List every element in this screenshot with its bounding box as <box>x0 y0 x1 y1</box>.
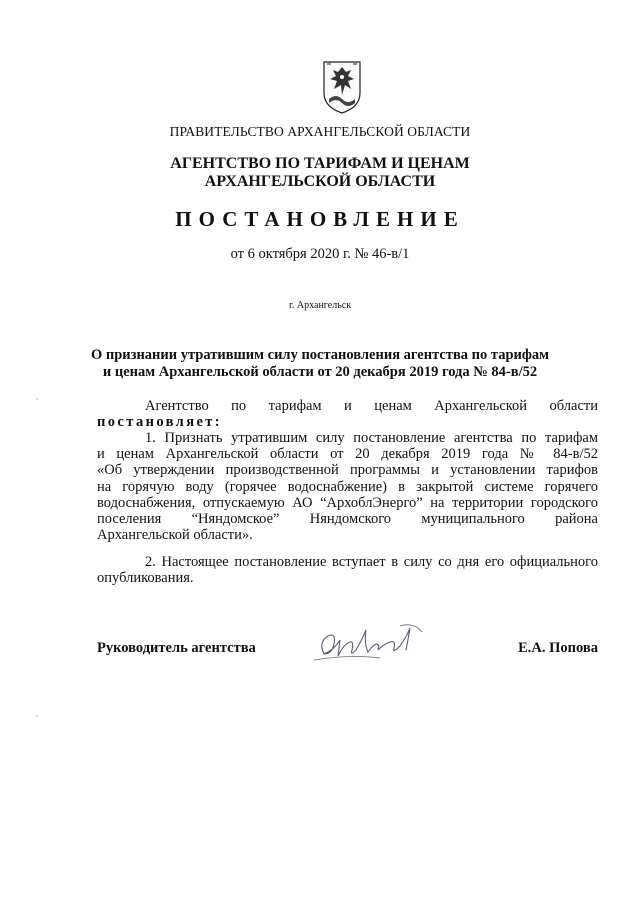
item-1-line1: 1. Признать утратившим силу постановление агентства по тарифам <box>145 430 598 446</box>
signer-name: Е.А. Попова <box>518 640 598 656</box>
handwritten-signature <box>310 614 430 668</box>
item-1-paragraph <box>97 430 598 543</box>
item-1-line6: поселения “Няндомское” Няндомского муниципального района <box>97 511 598 528</box>
item-2-line2: опубликования. <box>97 570 194 587</box>
agency-name-line2: АРХАНГЕЛЬСКОЙ ОБЛАСТИ <box>204 173 436 190</box>
item-1-line4: на горячую воду (горячее водоснабжение) в закрытой системе горячего <box>97 478 598 495</box>
item-1-line3: «Об утверждении производственной программы и установлении тарифов <box>97 462 598 479</box>
document-title-line1: О признании утратившим силу постановления агентства по тарифам <box>90 347 550 363</box>
document-title <box>0 347 640 381</box>
scan-mark <box>36 398 38 400</box>
government-name: ПРАВИТЕЛЬСТВО АРХАНГЕЛЬСКОЙ ОБЛАСТИ <box>169 124 471 139</box>
intro-verb: постановляет: <box>97 414 223 431</box>
item-2-paragraph <box>97 554 598 586</box>
item-1-line7: Архангельской области». <box>97 527 253 544</box>
item-1-line2: и ценам Архангельской области от 20 декабря 2019 года № 84-в/52 <box>97 446 598 463</box>
intro-paragraph <box>97 398 598 430</box>
document-type: ПОСТАНОВЛЕНИЕ <box>175 207 465 231</box>
signer-position: Руководитель агентства <box>97 640 256 656</box>
document-title-line2: и ценам Архангельской области от 20 декабря 2019 года № 84-в/52 <box>102 364 538 380</box>
coat-of-arms-emblem <box>321 59 363 115</box>
document-date-number: от 6 октября 2020 г. № 46-в/1 <box>230 246 410 262</box>
item-2-line1: 2. Настоящее постановление вступает в силу со дня его официального <box>145 554 598 570</box>
agency-name <box>0 155 640 191</box>
intro-line: Агентство по тарифам и ценам Архангельской области <box>145 398 598 414</box>
document-city: г. Архангельск <box>288 300 352 311</box>
agency-name-line1: АГЕНТСТВО ПО ТАРИФАМ И ЦЕНАМ <box>170 155 470 172</box>
scan-mark <box>36 715 38 717</box>
item-1-line5: водоснабжения, отпускаемую АО “АрхоблЭнерго” на территории городского <box>97 494 598 511</box>
